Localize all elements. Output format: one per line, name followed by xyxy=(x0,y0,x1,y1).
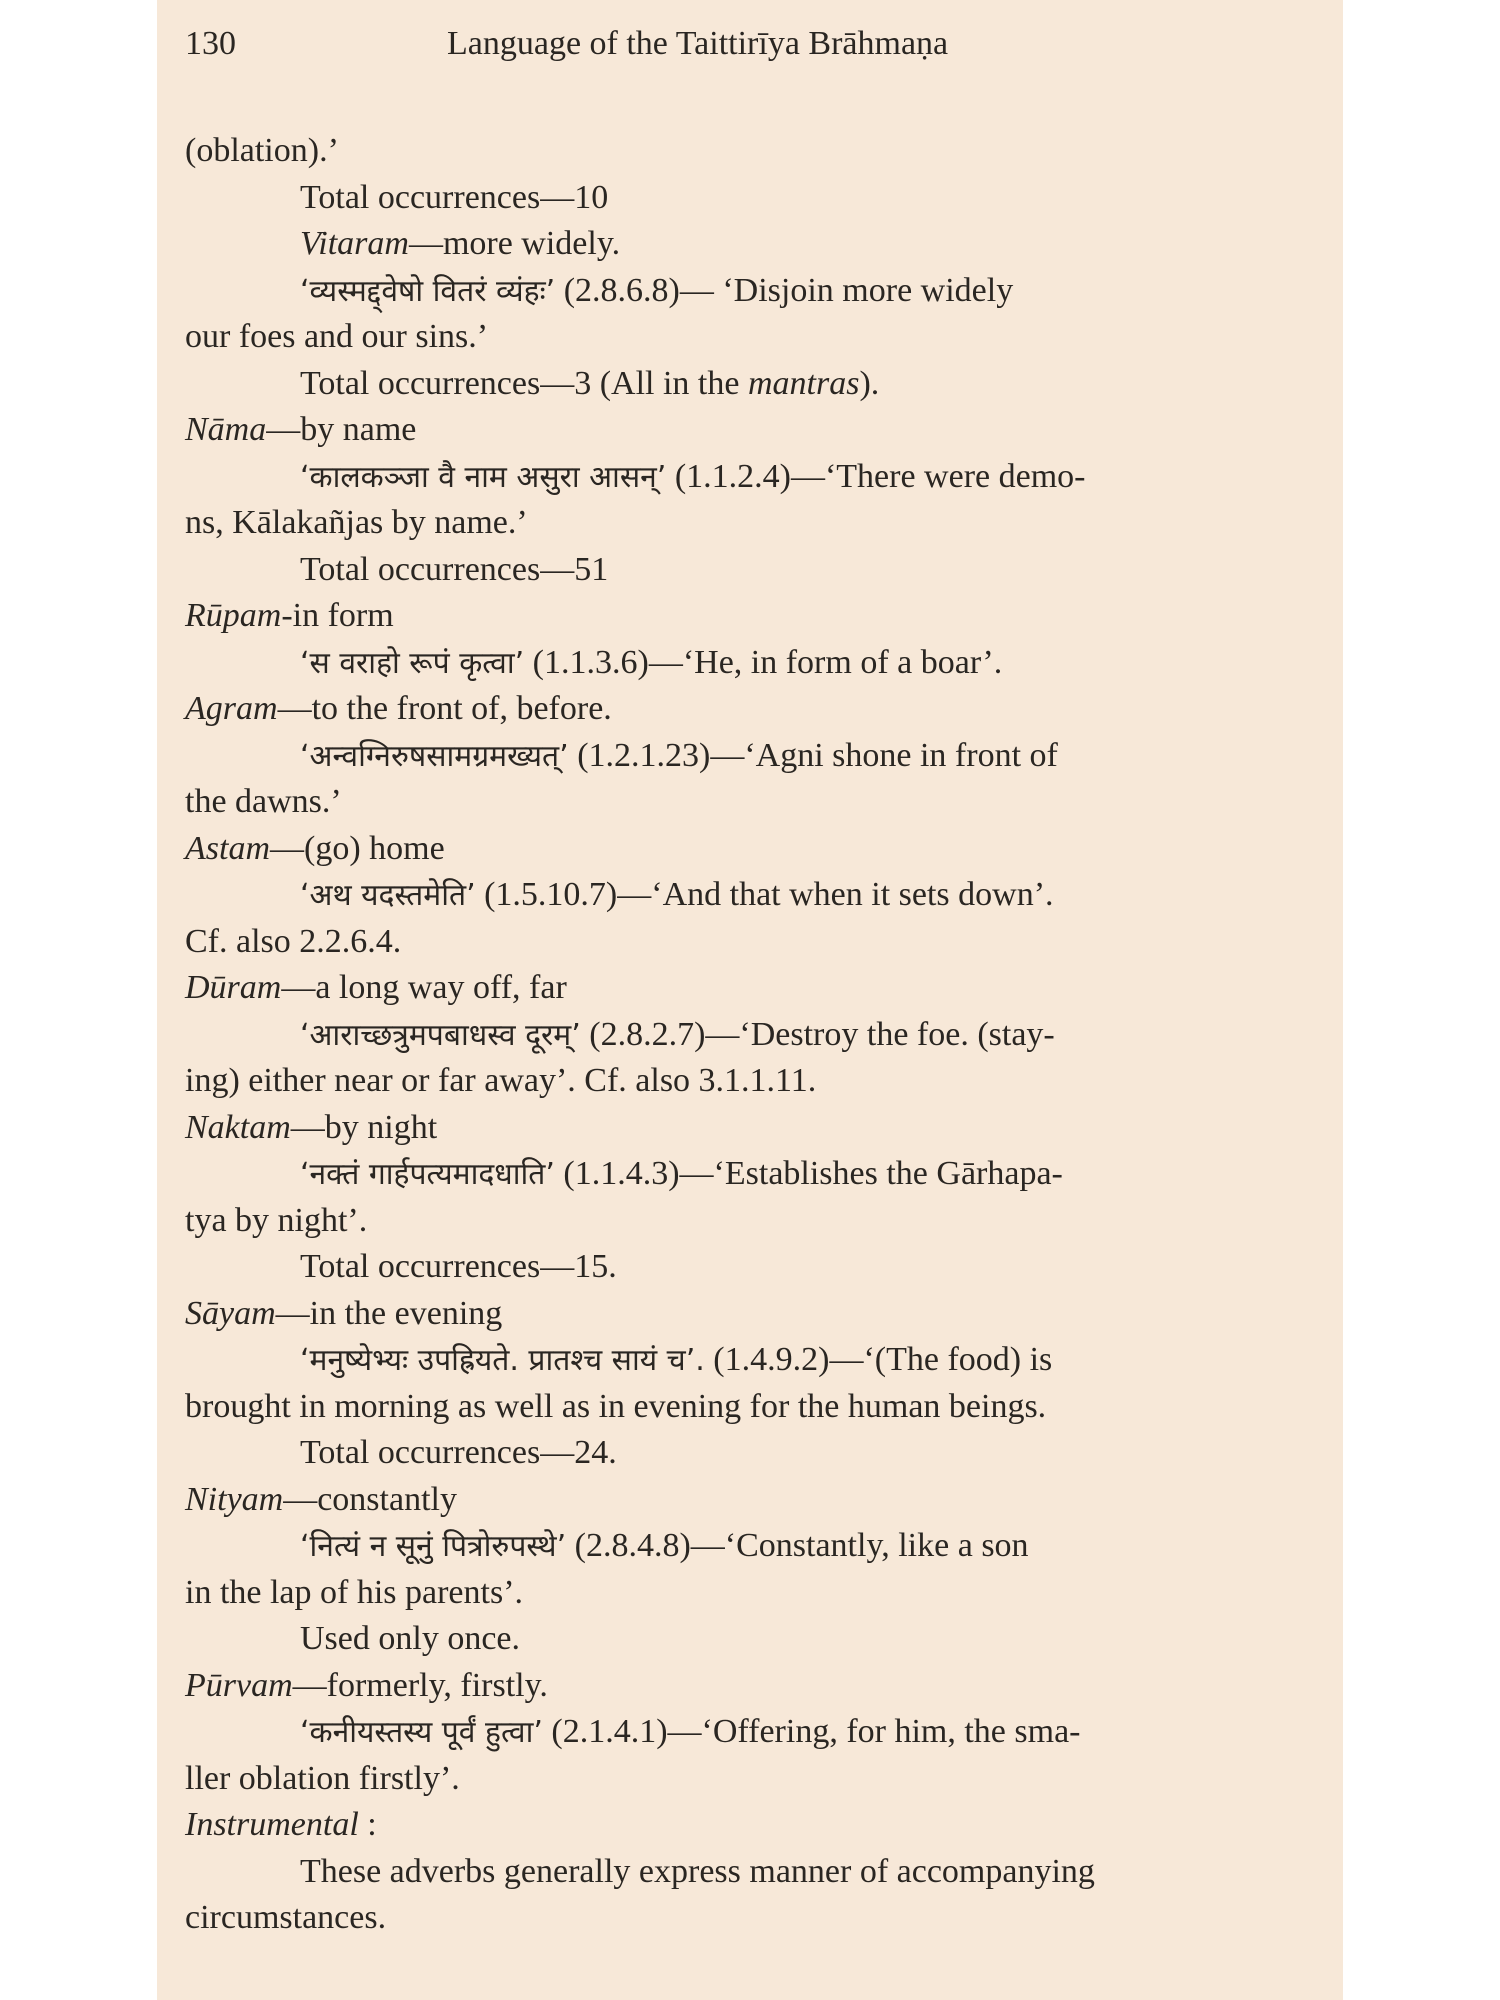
line-text: (1.2.1.23)—‘Agni shone in front of xyxy=(568,736,1058,774)
sanskrit-quote: ‘कनीयस्तस्य पूर्वं हुत्वा’ xyxy=(300,1715,543,1750)
text-line xyxy=(185,1244,1315,1291)
running-title: Language of the Taittirīya Brāhmaṇa xyxy=(447,25,949,62)
line-text: Total occurrences—3 (All in the xyxy=(300,364,748,402)
line-text: (2.1.4.1)—‘Offering, for him, the sma- xyxy=(542,1713,1081,1750)
text-line xyxy=(185,547,1315,594)
text-line xyxy=(185,1477,1315,1524)
line-text: —constantly xyxy=(283,1480,457,1518)
text-line xyxy=(185,779,1315,826)
line-text: (1.1.3.6)—‘He, in form of a boar’. xyxy=(524,643,1003,681)
line-text: the dawns.’ xyxy=(185,783,342,820)
text-line xyxy=(185,314,1315,361)
line-text: These adverbs generally express manner of accompanying xyxy=(300,1852,1095,1890)
entry-term: Rūpam xyxy=(185,597,282,634)
sanskrit-quote: ‘मनुष्येभ्यः उपह्रियते. प्रातश्च सायं च’. xyxy=(300,1343,705,1378)
text-line xyxy=(185,872,1315,919)
text-line xyxy=(185,1151,1315,1198)
text-line xyxy=(185,361,1315,408)
text-line xyxy=(185,733,1315,780)
text-line xyxy=(185,128,1315,175)
text-line xyxy=(185,221,1315,268)
text-line xyxy=(185,826,1315,873)
line-text: Used only once. xyxy=(300,1620,521,1657)
text-line xyxy=(185,1058,1315,1105)
text-line xyxy=(185,965,1315,1012)
page-body xyxy=(185,128,1315,1942)
line-text: Cf. also 2.2.6.4. xyxy=(185,922,402,960)
entry-term: mantras xyxy=(747,364,860,402)
line-text: tya by night’. xyxy=(185,1201,368,1239)
entry-term: Astam xyxy=(185,829,270,867)
text-line xyxy=(185,1570,1315,1617)
text-line xyxy=(185,1802,1315,1849)
text-line xyxy=(185,1012,1315,1059)
text-line xyxy=(185,1709,1315,1756)
line-text: (1.1.4.3)—‘Establishes the Gārhapa- xyxy=(554,1155,1063,1192)
line-text: (2.8.6.8)— ‘Disjoin more widely xyxy=(555,271,1014,309)
text-line xyxy=(185,640,1315,687)
text-line xyxy=(185,1337,1315,1384)
text-line xyxy=(185,1291,1315,1338)
line-text: in the lap of his parents’. xyxy=(185,1573,524,1611)
line-text: (1.1.2.4)—‘There were demo- xyxy=(666,457,1086,495)
text-line xyxy=(185,686,1315,733)
line-text: -in form xyxy=(281,597,394,634)
line-text: ller oblation firstly’. xyxy=(185,1759,460,1797)
line-text: (oblation).’ xyxy=(185,132,339,169)
text-line xyxy=(185,268,1315,315)
entry-term: Pūrvam xyxy=(185,1666,293,1704)
text-line xyxy=(185,1430,1315,1477)
text-line xyxy=(185,1198,1315,1245)
line-text: —to the front of, before. xyxy=(277,690,612,727)
sanskrit-quote: ‘नक्तं गार्हपत्यमादधाति’ xyxy=(300,1157,555,1192)
text-line xyxy=(185,1616,1315,1663)
sanskrit-quote: ‘अथ यदस्तमेति’ xyxy=(300,878,476,913)
line-text: —(go) home xyxy=(270,829,445,867)
book-page xyxy=(157,0,1343,2000)
sanskrit-quote: ‘आराच्छत्रुमपबाधस्व दूरम्’ xyxy=(300,1017,581,1053)
line-text: Total occurrences—15. xyxy=(300,1248,617,1285)
text-line xyxy=(185,1523,1315,1570)
entry-term: Dūram xyxy=(185,969,282,1006)
text-line xyxy=(185,1849,1315,1896)
sanskrit-quote: ‘कालकञ्जा वै नाम असुरा आसन्’ xyxy=(300,459,667,495)
line-text: (2.8.2.7)—‘Destroy the foe. (stay- xyxy=(580,1015,1055,1053)
line-text: ). xyxy=(859,364,880,402)
text-line xyxy=(185,593,1315,640)
page-number: 130 xyxy=(185,25,236,62)
text-line xyxy=(185,500,1315,547)
line-text: —by name xyxy=(266,411,417,448)
line-text: (2.8.4.8)—‘Constantly, like a son xyxy=(566,1527,1029,1564)
entry-term: Sāyam xyxy=(185,1294,276,1332)
text-line xyxy=(185,407,1315,454)
line-text: Total occurrences—24. xyxy=(300,1434,617,1471)
entry-term: Vitaram xyxy=(300,225,409,262)
line-text: Total occurrences—51 xyxy=(300,550,609,588)
text-line xyxy=(185,1663,1315,1710)
sanskrit-quote: ‘स वराहो रूपं कृत्वा’ xyxy=(300,645,525,681)
sanskrit-quote: ‘अन्वग्निरुषसामग्रमख्यत्’ xyxy=(300,738,569,774)
text-line xyxy=(185,1384,1315,1431)
text-line xyxy=(185,1895,1315,1942)
text-line xyxy=(185,1756,1315,1803)
line-text: —in the evening xyxy=(275,1294,503,1332)
line-text: —by night xyxy=(290,1108,438,1146)
line-text: —more widely. xyxy=(408,225,621,262)
line-text: —formerly, firstly. xyxy=(292,1666,548,1704)
entry-term: Agram xyxy=(185,690,278,727)
entry-term: Instrumental xyxy=(185,1806,359,1843)
line-text: our foes and our sins.’ xyxy=(185,318,489,355)
line-text: : xyxy=(358,1806,377,1843)
sanskrit-quote: ‘व्यस्मद्द्वेषो वितरं व्यंहः’ xyxy=(300,273,556,309)
line-text: brought in morning as well as in evening for the human beings. xyxy=(185,1387,1047,1425)
text-line xyxy=(185,454,1315,501)
line-text: (1.5.10.7)—‘And that when it sets down’. xyxy=(475,876,1054,913)
line-text: ing) either near or far away’. Cf. also 3.1.1.11. xyxy=(185,1062,817,1099)
line-text: circumstances. xyxy=(185,1899,387,1936)
entry-term: Nāma xyxy=(185,411,267,448)
line-text: Total occurrences—10 xyxy=(300,178,609,216)
line-text: —a long way off, far xyxy=(281,969,567,1006)
line-text: ns, Kālakañjas by name.’ xyxy=(185,504,528,541)
entry-term: Nityam xyxy=(185,1480,284,1518)
sanskrit-quote: ‘नित्यं न सूनुं पित्रोरुपस्थे’ xyxy=(300,1529,567,1564)
page-header xyxy=(185,20,1315,68)
line-text: (1.4.9.2)—‘(The food) is xyxy=(704,1341,1053,1378)
text-line xyxy=(185,175,1315,222)
entry-term: Naktam xyxy=(185,1108,291,1146)
text-line xyxy=(185,919,1315,966)
text-line xyxy=(185,1105,1315,1152)
